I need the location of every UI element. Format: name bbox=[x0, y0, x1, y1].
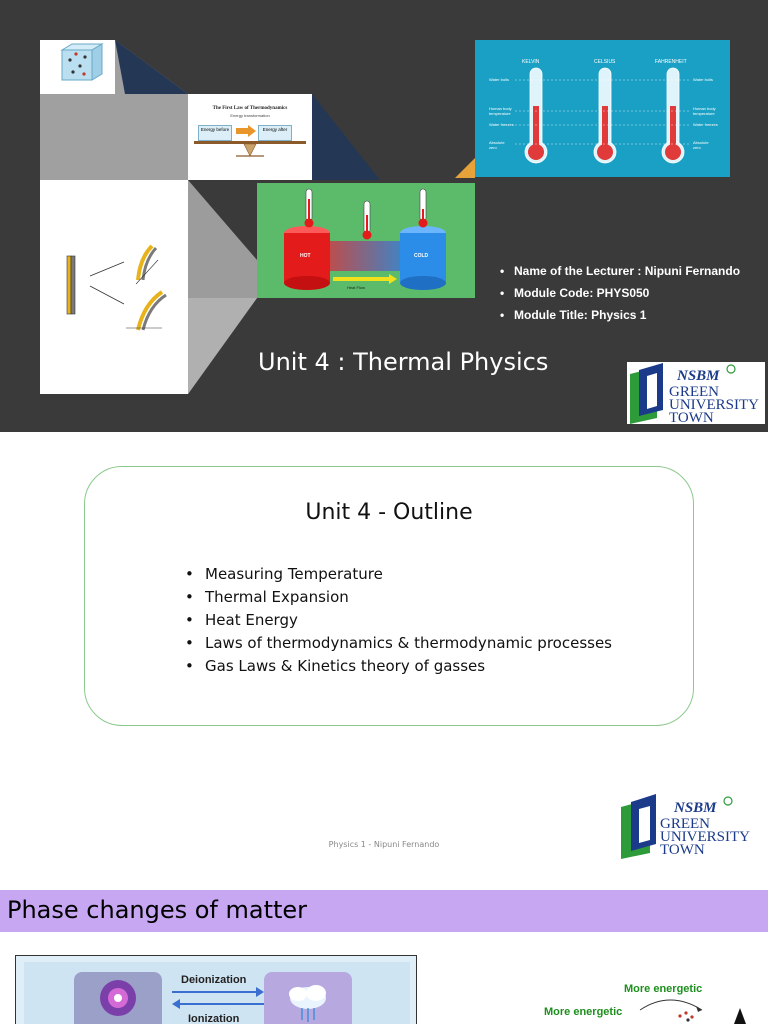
lecturer-info-list bbox=[500, 264, 740, 330]
energy-arrow-diagram bbox=[630, 984, 768, 1024]
logo-line3: TOWN bbox=[669, 410, 714, 424]
logo-line3: TOWN bbox=[660, 842, 705, 858]
first-law-thumbnail bbox=[188, 94, 312, 180]
outline-item: • Laws of thermodynamics & thermodynamic processes bbox=[185, 632, 612, 655]
lecturer-name: • Name of the Lecturer : Nipuni Fernando bbox=[500, 264, 740, 278]
logo-brand: NSBM bbox=[674, 800, 717, 816]
phase-title: Phase changes of matter bbox=[7, 896, 308, 924]
more-energetic-label: More energetic bbox=[624, 983, 703, 995]
more-energetic-label: More energetic bbox=[544, 1006, 623, 1018]
outline-box bbox=[84, 466, 694, 726]
outline-item: • Heat Energy bbox=[185, 609, 612, 632]
outline-title: Unit 4 - Outline bbox=[305, 500, 473, 525]
right-label-body: Human body temperature bbox=[693, 106, 716, 116]
logo-line2: UNIVERSITY bbox=[669, 397, 759, 413]
phase-changes-slide bbox=[0, 888, 768, 1024]
right-label-freezes: Water freezes bbox=[693, 122, 718, 127]
module-code: • Module Code: PHYS050 bbox=[500, 286, 740, 300]
nsbm-logo bbox=[627, 362, 765, 424]
scale-fahrenheit: FAHRENHEIT bbox=[655, 59, 687, 65]
left-label-freezes: Water freezes bbox=[489, 122, 514, 127]
logo-line1: GREEN bbox=[660, 816, 710, 832]
energy-before-label: Energy before bbox=[198, 125, 232, 141]
temperature-scales-thumbnail bbox=[475, 40, 730, 177]
outline-item: • Thermal Expansion bbox=[185, 586, 612, 609]
bimetallic-strip-thumbnail bbox=[40, 180, 188, 394]
scale-kelvin: KELVIN bbox=[522, 59, 540, 65]
scale-celsius: CELSIUS bbox=[594, 59, 616, 65]
outline-item: • Gas Laws & Kinetics theory of gasses bbox=[185, 655, 612, 678]
right-label-zero: Absolute zero bbox=[693, 140, 709, 150]
hot-label: HOT bbox=[300, 253, 311, 259]
title-band bbox=[0, 890, 768, 932]
deionization-label: Deionization bbox=[181, 974, 247, 986]
left-label-body: Human body temperature bbox=[489, 106, 512, 116]
cold-label: COLD bbox=[414, 253, 429, 259]
first-law-subtitle: Energy transformation bbox=[230, 113, 270, 118]
first-law-title: The First Law of Thermodynamics bbox=[212, 106, 288, 111]
heat-flow-label: Heat Flow bbox=[347, 285, 366, 290]
module-title: • Module Title: Physics 1 bbox=[500, 308, 740, 322]
logo-line1: GREEN bbox=[669, 384, 719, 400]
logo-line2: UNIVERSITY bbox=[660, 829, 750, 845]
slide-title: Unit 4 : Thermal Physics bbox=[258, 348, 549, 376]
right-label-boils: Water boils bbox=[693, 77, 713, 82]
energy-after-label: Energy after bbox=[258, 125, 292, 141]
title-slide bbox=[0, 0, 768, 432]
logo-brand: NSBM bbox=[677, 368, 720, 384]
cube-diagram-thumbnail bbox=[40, 40, 115, 94]
left-label-boils: Water boils bbox=[489, 77, 509, 82]
slide-footer: Physics 1 - Nipuni Fernando bbox=[328, 840, 440, 849]
outline-list bbox=[185, 563, 612, 678]
outline-item: • Measuring Temperature bbox=[185, 563, 612, 586]
nsbm-logo bbox=[620, 793, 762, 859]
left-label-zero: Absolute zero bbox=[489, 140, 505, 150]
ionization-label: Ionization bbox=[188, 1013, 240, 1024]
ionization-diagram bbox=[15, 955, 417, 1024]
hot-cold-heat-flow-thumbnail bbox=[257, 183, 475, 298]
